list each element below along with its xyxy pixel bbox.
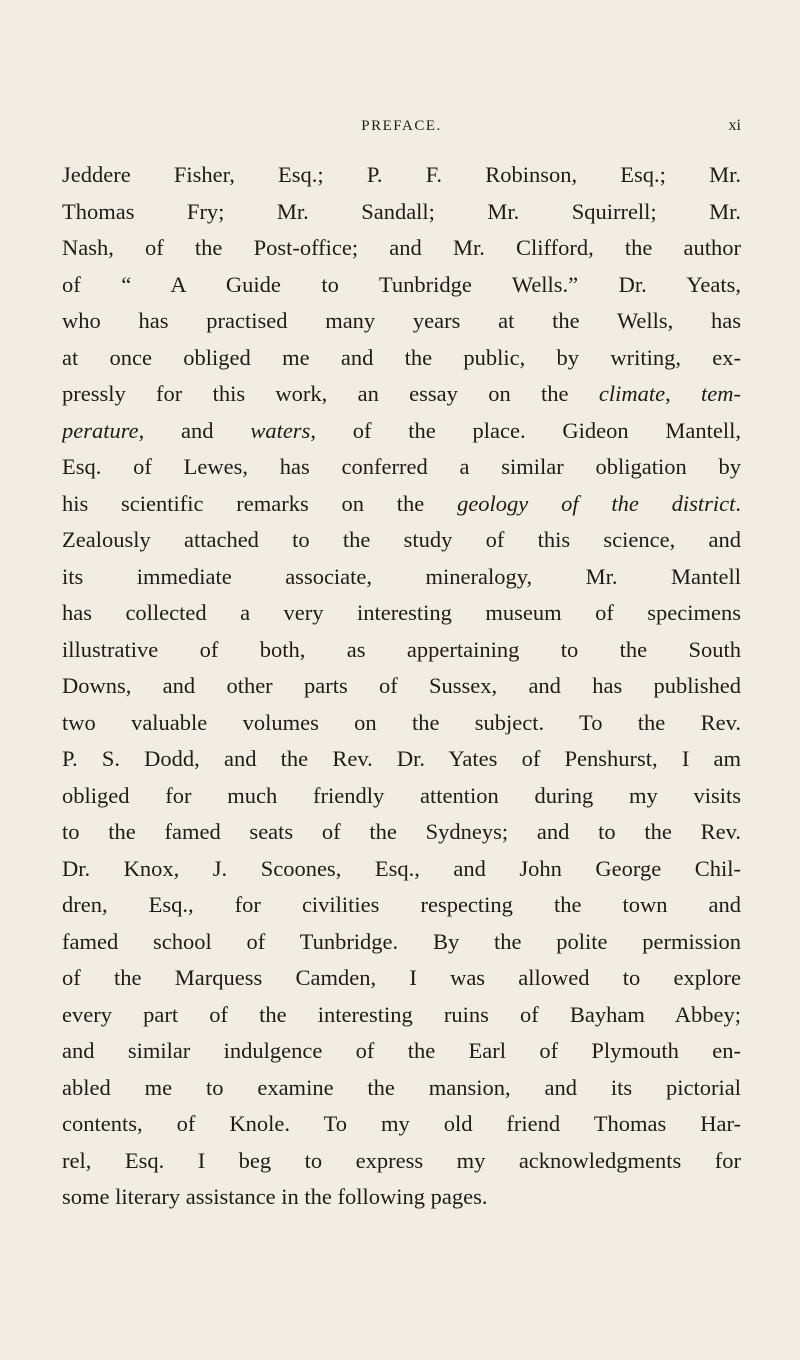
body-text — [62, 157, 741, 1216]
text-line: Dr. Knox, J. Scoones, Esq., and John George Chil- — [62, 855, 741, 881]
text-run: , of the place. Gideon Mantell, — [310, 417, 741, 443]
text-line: to the famed seats of the Sydneys; and to the Rev. — [62, 819, 741, 844]
text-line: who has practised many years at the Wells, has — [62, 308, 741, 333]
text-line: abled me to examine the mansion, and its pictorial — [62, 1074, 741, 1100]
italic-text: perature — [62, 417, 139, 443]
text-line — [62, 486, 741, 523]
text-line — [62, 413, 741, 450]
text-line: of the Marquess Camden, I was allowed to explore — [62, 965, 741, 990]
text-line: and similar indulgence of the Earl of Plymouth en- — [62, 1038, 741, 1063]
text-line: Nash, of the Post-office; and Mr. Clifford, the author — [62, 235, 741, 260]
italic-text: geology of the district — [457, 490, 736, 516]
text-line: every part of the interesting ruins of Bayham Abbey; — [62, 1001, 741, 1027]
page-header — [62, 116, 741, 140]
text-line: rel, Esq. I beg to express my acknowledgments for — [62, 1147, 741, 1173]
text-line: of “ A Guide to Tunbridge Wells.” Dr. Yeats, — [62, 271, 741, 297]
text-run: , — [665, 381, 702, 406]
text-line: Esq. of Lewes, has conferred a similar obligation by — [62, 454, 741, 479]
text-run: , and — [138, 417, 251, 443]
text-line: Thomas Fry; Mr. Sandall; Mr. Squirrell; Mr. — [62, 198, 741, 224]
italic-text: climate — [598, 381, 666, 406]
page-number: xi — [728, 117, 741, 134]
text-line: P. S. Dodd, and the Rev. Dr. Yates of Penshurst, I am — [62, 746, 741, 771]
text-run: his scientific remarks on the — [62, 490, 458, 516]
text-line: famed school of Tunbridge. By the polite permission — [62, 928, 741, 954]
text-line: at once obliged me and the public, by writing, ex- — [62, 344, 741, 370]
text-line — [62, 376, 741, 413]
text-line: its immediate associate, mineralogy, Mr. Mantell — [62, 563, 741, 589]
text-line: Zealously attached to the study of this science, and — [62, 527, 741, 552]
italic-text: tem- — [701, 381, 741, 406]
text-line: some literary assistance in the following pages. — [62, 1184, 488, 1209]
text-line: two valuable volumes on the subject. To the Rev. — [62, 709, 741, 735]
text-line: obliged for much friendly attention during my visits — [62, 782, 741, 808]
text-line: has collected a very interesting museum of specimens — [62, 600, 741, 625]
text-line: illustrative of both, as appertaining to the South — [62, 636, 741, 662]
text-run: pressly for this work, an essay on the — [62, 381, 599, 406]
running-head: PREFACE. — [361, 118, 442, 134]
text-line: Jeddere Fisher, Esq.; P. F. Robinson, Esq.; Mr. — [62, 162, 741, 187]
text-line: Downs, and other parts of Sussex, and has published — [62, 673, 741, 698]
text-run: . — [735, 490, 741, 516]
text-line: dren, Esq., for civilities respecting the town and — [62, 892, 741, 917]
italic-text: waters — [250, 417, 311, 443]
text-line: contents, of Knole. To my old friend Thomas Har- — [62, 1111, 741, 1136]
